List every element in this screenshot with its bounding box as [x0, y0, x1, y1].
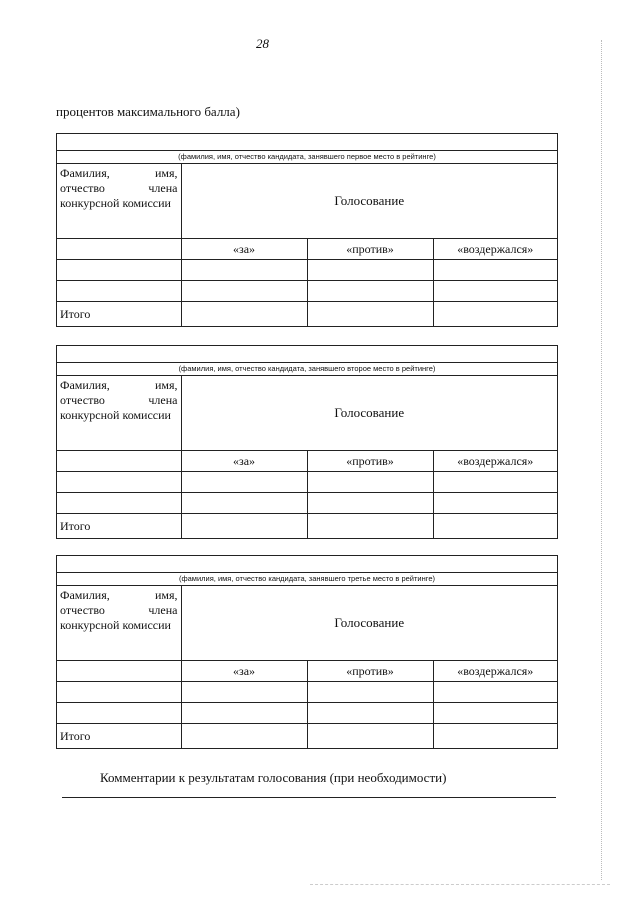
- table-cell[interactable]: [57, 239, 181, 260]
- table-cell[interactable]: [57, 260, 181, 281]
- option-abstain: «воздержался»: [433, 451, 557, 472]
- total-row: [57, 724, 557, 749]
- table-cell[interactable]: [57, 703, 181, 724]
- candidate-name-line[interactable]: [57, 134, 557, 151]
- option-for: «за»: [181, 239, 307, 260]
- table-cell[interactable]: [307, 302, 433, 327]
- table-cell[interactable]: [57, 661, 181, 682]
- candidate-caption: (фамилия, имя, отчество кандидата, занявшего первое место в рейтинге): [57, 151, 557, 164]
- candidate-caption: (фамилия, имя, отчество кандидата, занявшего третье место в рейтинге): [57, 573, 557, 586]
- voting-block-third-place: [56, 555, 558, 749]
- table-cell[interactable]: [433, 472, 557, 493]
- table-cell[interactable]: [433, 281, 557, 302]
- voting-block-second-place: [56, 345, 558, 539]
- table-cell[interactable]: [307, 493, 433, 514]
- table-cell[interactable]: [433, 260, 557, 281]
- total-row: [57, 302, 557, 327]
- table-cell[interactable]: [57, 682, 181, 703]
- candidate-name-line[interactable]: [57, 346, 557, 363]
- table-cell[interactable]: [181, 302, 307, 327]
- table-cell[interactable]: [57, 472, 181, 493]
- table-cell[interactable]: [181, 472, 307, 493]
- table-cell[interactable]: [433, 514, 557, 539]
- table-cell[interactable]: [181, 682, 307, 703]
- total-label: Итого: [57, 302, 181, 327]
- comments-line[interactable]: [62, 797, 556, 798]
- option-abstain: «воздержался»: [433, 661, 557, 682]
- page-number: 28: [256, 36, 269, 51]
- table-row: [57, 493, 557, 514]
- candidate-caption: (фамилия, имя, отчество кандидата, занявшего второе место в рейтинге): [57, 363, 557, 376]
- table-cell[interactable]: [181, 514, 307, 539]
- table-cell[interactable]: [433, 493, 557, 514]
- table-cell[interactable]: [307, 703, 433, 724]
- voting-table: [57, 376, 557, 538]
- table-cell[interactable]: [307, 724, 433, 749]
- table-row: [57, 281, 557, 302]
- candidate-name-line[interactable]: [57, 556, 557, 573]
- voting-table: [57, 164, 557, 326]
- table-cell[interactable]: [307, 682, 433, 703]
- table-cell[interactable]: [181, 260, 307, 281]
- table-cell[interactable]: [433, 703, 557, 724]
- table-cell[interactable]: [307, 514, 433, 539]
- member-column-header: Фамилия, имя, отчество члена конкурсной комиссии: [57, 376, 181, 451]
- table-row: [57, 703, 557, 724]
- option-against: «против»: [307, 661, 433, 682]
- table-cell[interactable]: [433, 724, 557, 749]
- comments-label: Комментарии к результатам голосования (при необходимости): [100, 770, 447, 785]
- scan-footer-line: [310, 884, 610, 885]
- intro-text: процентов максимального балла): [56, 104, 240, 119]
- voting-header: Голосование: [181, 164, 557, 239]
- option-abstain: «воздержался»: [433, 239, 557, 260]
- voting-header: Голосование: [181, 376, 557, 451]
- table-cell[interactable]: [57, 493, 181, 514]
- table-cell[interactable]: [307, 260, 433, 281]
- table-cell[interactable]: [433, 302, 557, 327]
- voting-table: [57, 586, 557, 748]
- option-for: «за»: [181, 661, 307, 682]
- option-for: «за»: [181, 451, 307, 472]
- table-cell[interactable]: [181, 724, 307, 749]
- table-cell[interactable]: [433, 682, 557, 703]
- table-cell[interactable]: [181, 281, 307, 302]
- table-cell[interactable]: [181, 703, 307, 724]
- option-against: «против»: [307, 451, 433, 472]
- voting-header: Голосование: [181, 586, 557, 661]
- table-cell[interactable]: [307, 281, 433, 302]
- scan-edge-line: [601, 40, 602, 880]
- table-cell[interactable]: [57, 281, 181, 302]
- voting-block-first-place: [56, 133, 558, 327]
- table-row: [57, 472, 557, 493]
- member-column-header: Фамилия, имя, отчество члена конкурсной комиссии: [57, 586, 181, 661]
- table-row: [57, 260, 557, 281]
- table-cell[interactable]: [307, 472, 433, 493]
- member-column-header: Фамилия, имя, отчество члена конкурсной комиссии: [57, 164, 181, 239]
- table-cell[interactable]: [57, 451, 181, 472]
- table-row: [57, 682, 557, 703]
- option-against: «против»: [307, 239, 433, 260]
- total-label: Итого: [57, 514, 181, 539]
- total-row: [57, 514, 557, 539]
- table-cell[interactable]: [181, 493, 307, 514]
- total-label: Итого: [57, 724, 181, 749]
